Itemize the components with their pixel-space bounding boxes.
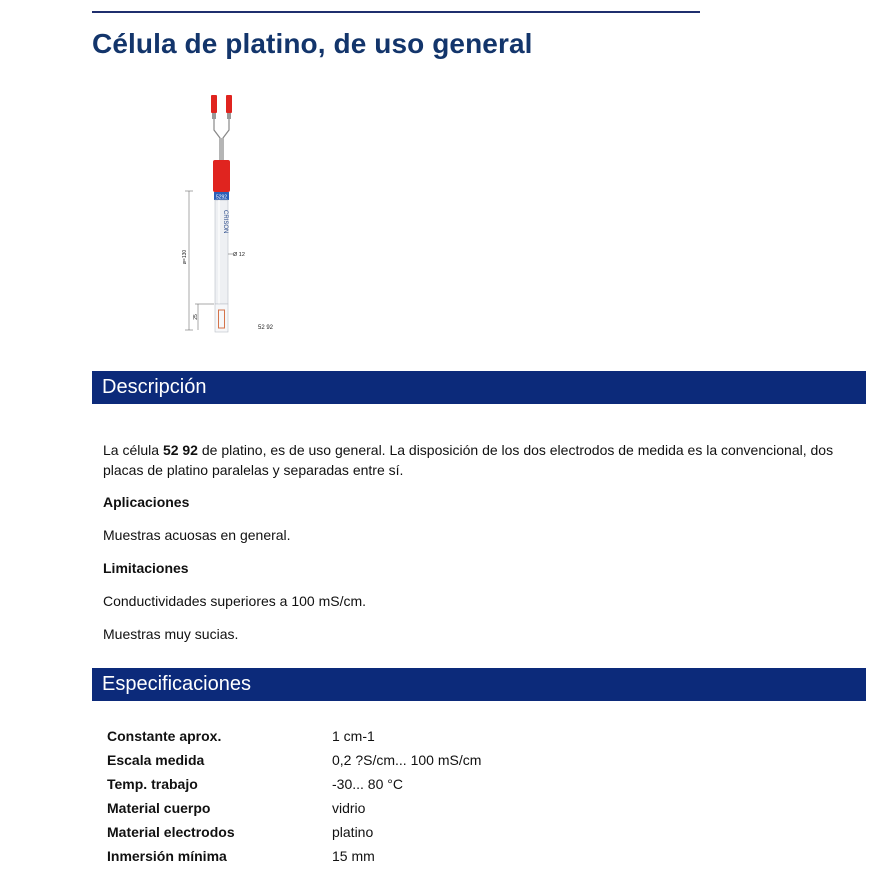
spec-value: platino (332, 824, 374, 840)
spec-value: 0,2 ?S/cm... 100 mS/cm (332, 752, 482, 768)
descripcion-header: Descripción (92, 371, 866, 404)
spec-row (107, 750, 807, 770)
spec-value: -30... 80 °C (332, 776, 403, 792)
limitaciones-item: Muestras muy sucias. (103, 626, 239, 642)
dimension-height: ø=130 (182, 249, 188, 265)
top-rule (92, 11, 700, 13)
electrode-cap (213, 160, 230, 192)
aplicaciones-text: Muestras acuosas en general. (103, 527, 291, 543)
connector-plug-right (226, 95, 232, 113)
especificaciones-header: Especificaciones (92, 668, 866, 701)
description-intro (103, 440, 855, 460)
spec-value: 1 cm-1 (332, 728, 375, 744)
connector-plug-left (211, 95, 217, 113)
spec-label: Inmersión mínima (107, 848, 227, 864)
spec-label: Constante aprox. (107, 728, 222, 744)
model-code: 52 92 (258, 325, 274, 331)
spec-row (107, 846, 807, 866)
electrode-illustration (170, 92, 290, 342)
dimension-immersion: 25 (193, 314, 199, 320)
spec-row (107, 798, 807, 818)
aplicaciones-title: Aplicaciones (103, 494, 190, 510)
intro-prefix: La célula (103, 442, 163, 458)
intro-model-code: 52 92 (162, 442, 198, 458)
spec-label: Temp. trabajo (107, 776, 198, 792)
spec-row (107, 726, 807, 746)
intro-line1-rest: de platino, es de uso general. La disposición de los dos electrodos de medida es la convencional, dos (197, 442, 834, 458)
limitaciones-item: Conductividades superiores a 100 mS/cm. (103, 593, 367, 609)
spec-label: Material cuerpo (107, 800, 211, 816)
dimension-diameter: Ø 12 (233, 252, 245, 258)
spec-label: Material electrodos (107, 824, 235, 840)
spec-value: 15 mm (332, 848, 375, 864)
spec-label: Escala medida (107, 752, 205, 768)
page-title: Célula de platino, de uso general (92, 28, 533, 59)
spec-row (107, 774, 807, 794)
spec-row (107, 822, 807, 842)
brand-logo-text: CRISON (222, 210, 228, 234)
limitaciones-title: Limitaciones (103, 560, 189, 576)
label-band-text: 5292 (215, 194, 228, 201)
spec-value: vidrio (332, 800, 366, 816)
description-intro-line2: placas de platino paralelas y separadas entre sí. (103, 462, 404, 478)
